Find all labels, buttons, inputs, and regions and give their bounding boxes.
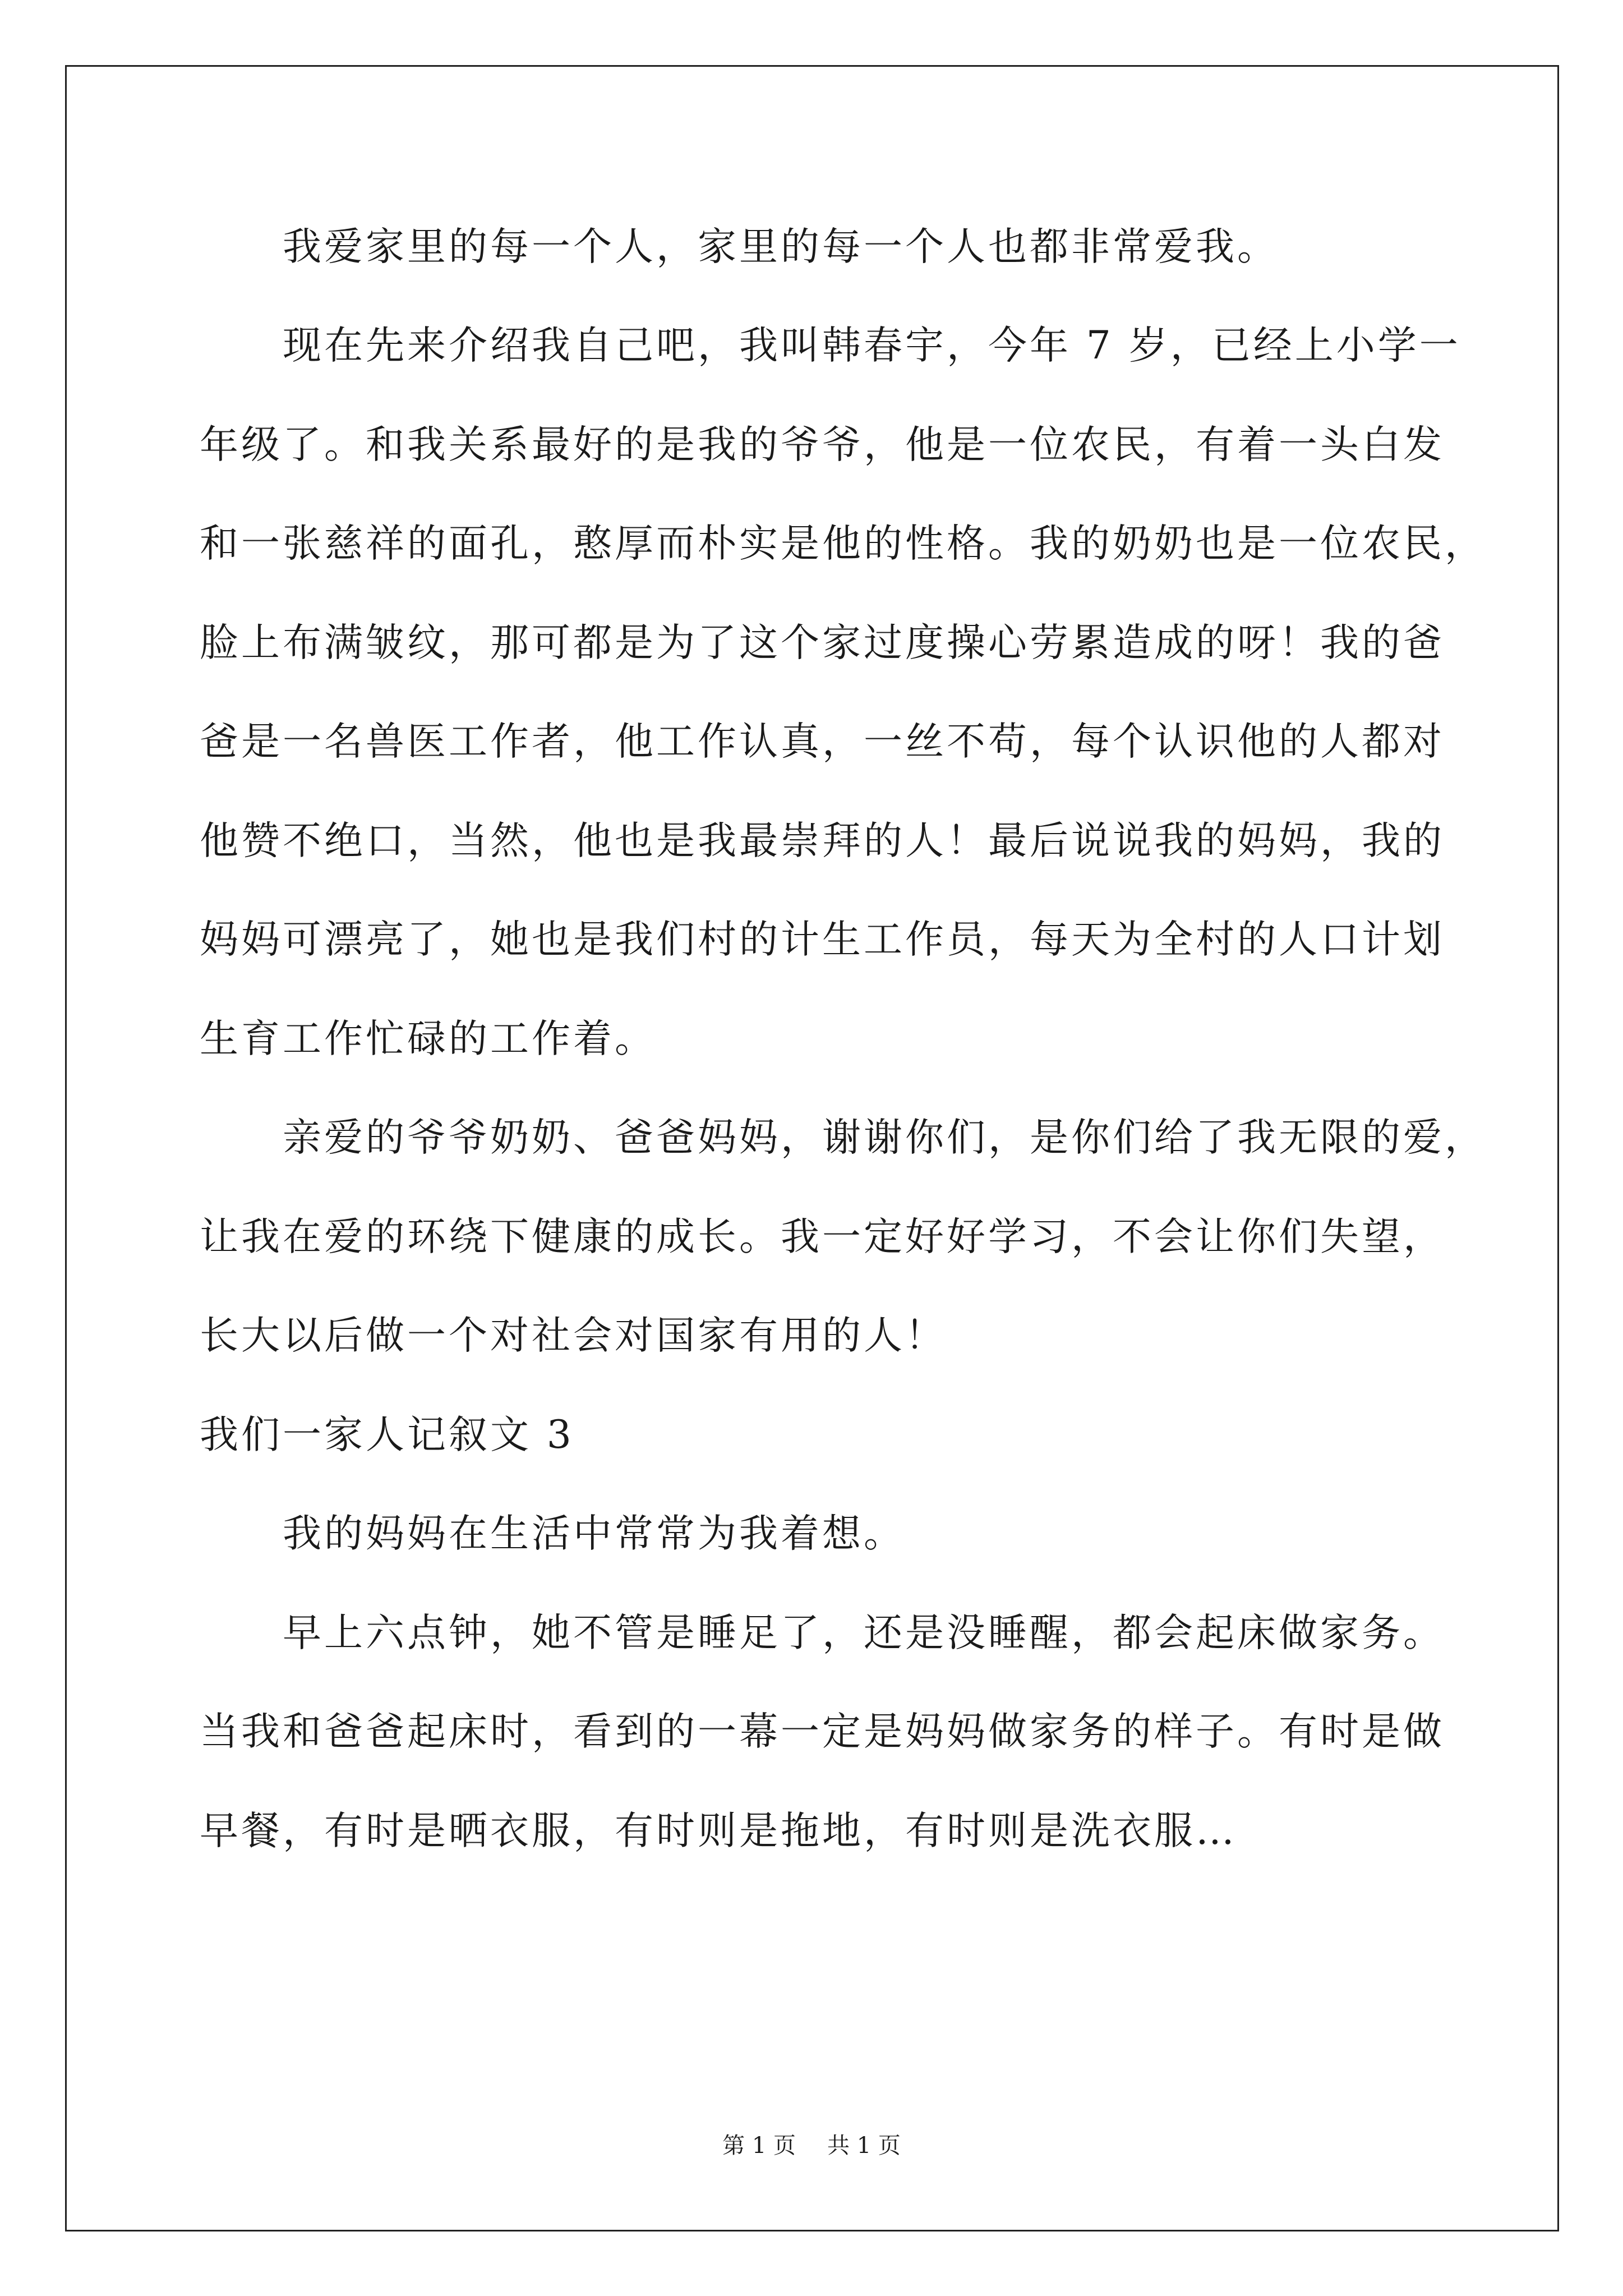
- paragraph-line: 妈妈可漂亮了，她也是我们村的计生工作员，每天为全村的人口计划: [200, 917, 1445, 962]
- paragraph-line: 他赞不绝口，当然，他也是我最崇拜的人！最后说说我的妈妈，我的: [200, 818, 1445, 863]
- paragraph-line: 让我在爱的环绕下健康的成长。我一定好好学习，不会让你们失望，: [200, 1214, 1445, 1259]
- page-total: 共 1 页: [827, 2133, 901, 2159]
- paragraph-line: 脸上布满皱纹，那可都是为了这个家过度操心劳累造成的呀！我的爸: [200, 620, 1445, 665]
- paragraph-line: 长大以后做一个对社会对国家有用的人！: [200, 1313, 947, 1358]
- page-footer: [0, 2132, 1623, 2160]
- paragraph-line: 和一张慈祥的面孔，憨厚而朴实是他的性格。我的奶奶也是一位农民，: [200, 521, 1486, 566]
- paragraph-line: 当我和爸爸起床时，看到的一幕一定是妈妈做家务的样子。有时是做: [200, 1709, 1445, 1754]
- paragraph-line: 我的妈妈在生活中常常为我着想。: [283, 1511, 905, 1556]
- paragraph-line: 生育工作忙碌的工作着。: [200, 1016, 656, 1061]
- paragraph-line: 早餐，有时是晒衣服，有时则是拖地，有时则是洗衣服…: [200, 1809, 1237, 1853]
- page-number: 第 1 页: [722, 2133, 796, 2159]
- paragraph-line: 年级了。和我关系最好的是我的爷爷，他是一位农民，有着一头白发: [200, 422, 1445, 467]
- paragraph-line: 早上六点钟，她不管是睡足了，还是没睡醒，都会起床做家务。: [283, 1611, 1445, 1655]
- paragraph-line: 现在先来介绍我自己吧，我叫韩春宇，今年 7 岁，已经上小学一: [283, 323, 1461, 368]
- section-heading: 我们一家人记叙文 3: [200, 1412, 574, 1457]
- paragraph-line: 我爱家里的每一个人，家里的每一个人也都非常爱我。: [283, 224, 1279, 269]
- paragraph-line: 爸是一名兽医工作者，他工作认真，一丝不苟，每个认识他的人都对: [200, 719, 1445, 764]
- paragraph-line: 亲爱的爷爷奶奶、爸爸妈妈，谢谢你们，是你们给了我无限的爱，: [283, 1115, 1486, 1160]
